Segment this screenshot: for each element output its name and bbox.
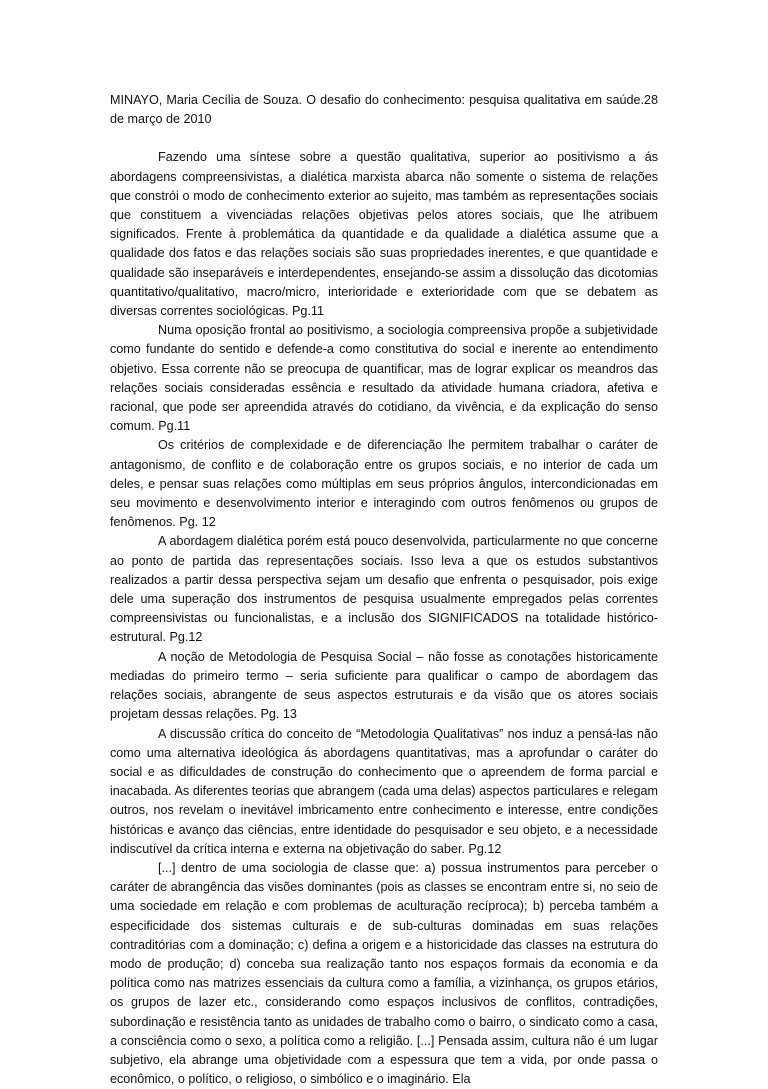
paragraph-7: [...] dentro de uma sociologia de classe que: a) possua instrumentos para perceber o caráter de abrangência das visões dominantes (pois as classes se encontram entre si, no seio de uma sociedade em relação e com problemas de aculturação recíproca); b) perceba também a especificidade dos sistemas culturais e de sub-culturas dominadas em suas relações contraditórias com a dominação; c) defina a origem e a historicidade das classes na estrutura do modo de produção; d) conceba sua realização tanto nos espaços formais da economia e da política como nas matrizes essenciais da cultura como a família, a vizinhança, os grupos etários, os grupos de lazer etc., considerando como espaços inclusivos de conflitos, contradições, subordinação e resistência tanto as unidades de trabalho como o bairro, o sindicato como a casa, a consciência como o sexo, a política como a religião. [...] Pensada assim, cultura não é um lugar subjetivo, ela abrange uma objetividade com a espessura que tem a vida, por onde passa o econômico, o político, o religioso, o simbólico e o imaginário. Ela <box>110 860 658 1087</box>
paragraph-1: Fazendo uma síntese sobre a questão qualitativa, superior ao positivismo a ás abordagens compreensivistas, a dialética marxista abarca não somente o sistema de relações que constrói o modo de conhecimento exterior ao sujeito, mas também as representações sociais que constituem a vivenciadas relações objetivas pelos atores sociais, que lhe atribuem significados. Frente à problemática da quantidade e da qualidade a dialética assume que a qualidade dos fatos e das relações sociais são suas propriedades inerentes, e que quantidade e qualidade são inseparáveis e interdependentes, ensejando-se assim a dissolução das dicotomias quantitativo/qualitativo, macro/micro, interioridade e exterioridade com que se debatem as diversas correntes sociológicas. Pg.11 <box>110 150 658 319</box>
document-page <box>110 91 658 1089</box>
paragraph-2: Numa oposição frontal ao positivismo, a sociologia compreensiva propõe a subjetividade como fundante do sentido e defende-a como constitutiva do social e inerente ao entendimento objetivo. Essa corrente não se preocupa de quantificar, mas de lograr explicar os meandros das relações sociais consideradas essência e resultado da atividade humana criadora, afetiva e racional, que pode ser apreendida através do cotidiano, da vivência, e da explicação do senso comum. Pg.11 <box>110 323 658 434</box>
paragraph-5: A noção de Metodologia de Pesquisa Social – não fosse as conotações historicamente mediadas do primeiro termo – seria suficiente para qualificar o campo de abordagem das relações sociais, abrangente de seus aspectos estruturais e da visão que os atores sociais projetam dessas relações. Pg. 13 <box>110 649 658 722</box>
paragraph-6: A discussão crítica do conceito de “Metodologia Qualitativas” nos induz a pensá-las não como uma alternativa ideológica ás abordagens quantitativas, mas a aprofundar o caráter do social e as dificuldades de construção do conhecimento que o apreendem de forma parcial e inacabada. As diferentes teorias que abrangem (cada uma delas) aspectos particulares e relegam outros, nos revelam o inevitável imbricamento entre conhecimento e interesse, entre condições históricas e avanço das ciências, entre identidade do pesquisador e seu objeto, e a necessidade indiscutível da crítica interna e externa na objetivação do saber. Pg.12 <box>110 726 658 856</box>
paragraph-4: A abordagem dialética porém está pouco desenvolvida, particularmente no que concerne ao ponto de partida das representações sociais. Isso leva a que os estudos substantivos realizados a partir dessa perspectiva sejam um desafio que enfrenta o pesquisador, pois exige dele uma superação dos instrumentos de pesquisa usualmente empregados pelas correntes compreensivistas ou funcionalistas, e a inclusão dos SIGNIFICADOS na totalidade histórico-estrutural. Pg.12 <box>110 534 658 645</box>
paragraph-3: Os critérios de complexidade e de diferenciação lhe permitem trabalhar o caráter de antagonismo, de conflito e de colaboração entre os grupos sociais, e no interior de cada um deles, e pensar suas relações como múltiplas em seus próprios ângulos, intercondicionadas em seu movimento e desenvolvimento interior e interagindo com outros fenômenos ou grupos de fenômenos. Pg. 12 <box>110 438 658 530</box>
citation-header: MINAYO, Maria Cecília de Souza. O desafio do conhecimento: pesquisa qualitativa em saúde.28 de março de 2010 <box>110 93 658 127</box>
